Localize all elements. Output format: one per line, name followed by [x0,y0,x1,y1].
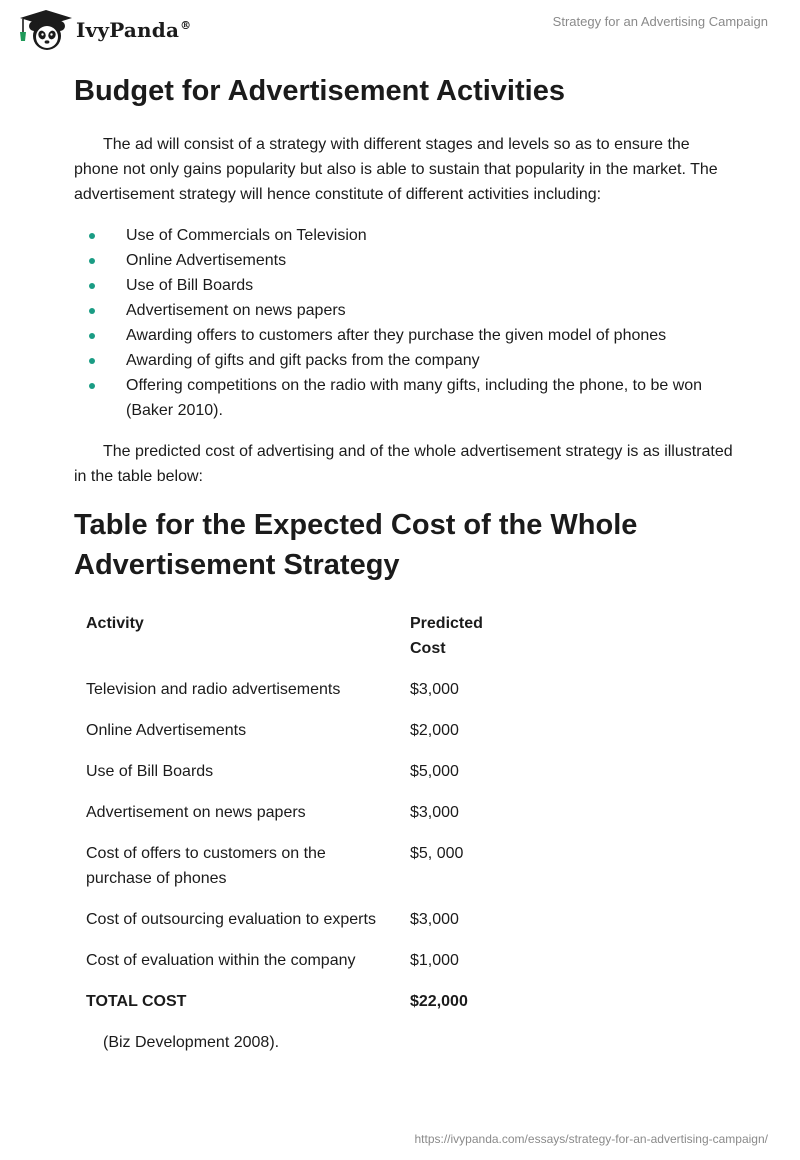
logo-wordmark: IvyPanda® [76,18,192,42]
article-body [74,72,734,1055]
table-citation: (Biz Development 2008). [103,1034,280,1051]
section-heading-budget: Budget for Advertisement Activities [74,75,565,107]
cost-cell: $1,000 [410,952,459,969]
bullet-dot-icon [89,258,95,264]
cost-cell: $5,000 [410,763,459,780]
table-header-row [74,603,534,669]
table-row [74,833,534,899]
activity-cell: Cost of evaluation within the company [86,952,356,969]
column-header-activity: Activity [86,615,144,632]
source-url-link[interactable]: https://ivypanda.com/essays/strategy-for-an-advertising-campaign/ [414,1132,768,1146]
column-header-cost: Predicted Cost [410,615,483,657]
intro-paragraph: The ad will consist of a strategy with different stages and levels so as to ensure the phone not only gains popularity but also is able to sustain that popularity in the market. The advertisement strategy will hence constitute of different activities including: [74,136,718,203]
cost-cell: $3,000 [410,911,459,928]
bullet-dot-icon [89,358,95,364]
table-row [74,669,534,710]
table-row [74,710,534,751]
table-row [74,751,534,792]
list-item: Online Advertisements [74,248,734,273]
total-value: $22,000 [410,993,468,1010]
table-row [74,899,534,940]
bullet-dot-icon [89,283,95,289]
cost-cell: $5, 000 [410,845,464,862]
activity-cell: Use of Bill Boards [86,763,214,780]
activities-list [74,223,734,423]
ivypanda-logo[interactable] [14,8,191,52]
cost-cell: $3,000 [410,804,459,821]
cost-cell: $3,000 [410,681,459,698]
cost-table [74,603,534,1022]
bullet-dot-icon [89,308,95,314]
list-item: Awarding offers to customers after they purchase the given model of phones [74,323,734,348]
bullet-dot-icon [89,233,95,239]
list-item: Use of Bill Boards [74,273,734,298]
table-total-row [74,981,534,1022]
page-header [0,0,800,56]
activity-cell: Cost of offers to customers on the purchase of phones [86,845,326,887]
activity-cell: Advertisement on news papers [86,804,306,821]
outro-paragraph: The predicted cost of advertising and of the whole advertisement strategy is as illustrated in the table below: [74,443,733,485]
total-label: TOTAL COST [86,993,187,1010]
activity-cell: Online Advertisements [86,722,247,739]
list-item: Use of Commercials on Television [74,223,734,248]
panda-graduate-icon [14,8,72,52]
cost-cell: $2,000 [410,722,459,739]
activity-cell: Television and radio advertisements [86,681,341,698]
list-item: Awarding of gifts and gift packs from the company [74,348,734,373]
document-title: Strategy for an Advertising Campaign [552,14,768,29]
section-heading-cost-table: Table for the Expected Cost of the Whole Advertisement Strategy [74,509,638,581]
table-row [74,940,534,981]
bullet-dot-icon [89,383,95,389]
bullet-dot-icon [89,333,95,339]
list-item: Offering competitions on the radio with many gifts, including the phone, to be won (Baker 2010). [74,373,734,423]
activity-cell: Cost of outsourcing evaluation to experts [86,911,376,928]
list-item: Advertisement on news papers [74,298,734,323]
table-row [74,792,534,833]
